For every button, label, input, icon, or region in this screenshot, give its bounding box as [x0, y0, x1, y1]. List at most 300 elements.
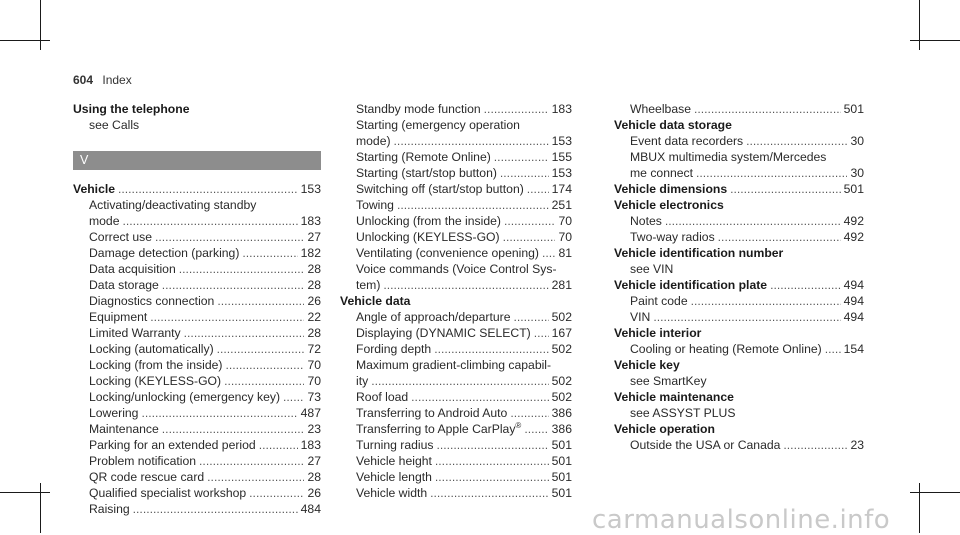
- index-entry: [340, 485, 572, 501]
- leader-dots: [179, 261, 305, 277]
- leader-dots: [249, 485, 304, 501]
- leader-dots: [514, 309, 549, 325]
- leader-dots: [141, 405, 297, 421]
- entry-label: Locking (automatically): [89, 342, 214, 356]
- entry-label: Parking for an extended period: [89, 438, 256, 452]
- page-ref: 23: [850, 438, 864, 452]
- index-entry: [73, 421, 321, 437]
- index-entry: [340, 453, 572, 469]
- entry-label: Maintenance: [89, 422, 159, 436]
- entry-text: [356, 181, 524, 197]
- leader-dots: [691, 293, 841, 309]
- crop-mark: [0, 40, 50, 41]
- page-ref: 492: [843, 214, 864, 228]
- index-heading: Vehicle identification number: [614, 246, 784, 260]
- index-entry: [340, 101, 572, 117]
- leader-dots: [184, 325, 305, 341]
- leader-dots: [484, 101, 549, 117]
- page-ref: 81: [558, 246, 572, 260]
- leader-dots: [770, 277, 841, 293]
- page-ref: 281: [551, 278, 572, 292]
- page-header: [73, 73, 132, 87]
- entry-text: [356, 325, 531, 341]
- leader-dots: [527, 181, 549, 197]
- entry-text: [356, 117, 520, 133]
- page-ref: 494: [843, 278, 864, 292]
- page-ref: 183: [300, 214, 321, 228]
- page-ref: 182: [300, 246, 321, 260]
- leader-dots: [500, 165, 549, 181]
- index-entry: [73, 373, 321, 389]
- entry-text: [356, 421, 521, 437]
- page-ref: 153: [551, 134, 572, 148]
- leader-dots: [207, 469, 304, 485]
- index-entry: [73, 405, 321, 421]
- index-entry: [340, 149, 572, 165]
- entry-text: [89, 213, 120, 229]
- index-heading: Vehicle operation: [614, 422, 715, 436]
- page-ref: 73: [307, 390, 321, 404]
- index-entry: [340, 469, 572, 485]
- index-entry: [340, 229, 572, 245]
- page-ref: 30: [850, 134, 864, 148]
- entry-label: Switching off (start/stop button): [356, 182, 524, 196]
- entry-label: ity: [356, 374, 369, 388]
- index-entry: [614, 309, 864, 325]
- leader-dots: [162, 421, 305, 437]
- index-column-3: [614, 101, 864, 453]
- page-ref: 28: [307, 470, 321, 484]
- entry-text: [89, 437, 256, 453]
- leader-dots: [542, 245, 555, 261]
- entry-label: MBUX multimedia system/Mercedes: [630, 150, 827, 164]
- entry-label: mode: [89, 214, 120, 228]
- index-entry: [340, 373, 572, 389]
- index-entry: [73, 293, 321, 309]
- leader-dots: [150, 309, 304, 325]
- index-entry: [614, 229, 864, 245]
- page-ref: 28: [307, 326, 321, 340]
- entry-text: [630, 341, 822, 357]
- page-ref: 494: [843, 310, 864, 324]
- leader-dots: [503, 229, 556, 245]
- entry-label: Angle of approach/departure: [356, 310, 511, 324]
- entry-label: Outside the USA or Canada: [630, 438, 781, 452]
- index-entry: [340, 213, 572, 229]
- section-title: Index: [102, 73, 132, 87]
- index-entry: [73, 357, 321, 373]
- index-entry: [73, 325, 321, 341]
- entry-label: Paint code: [630, 294, 688, 308]
- leader-dots: [371, 373, 548, 389]
- entry-text: [89, 405, 138, 421]
- entry-text: [89, 293, 214, 309]
- entry-label: Notes: [630, 214, 662, 228]
- index-column-2: [340, 101, 572, 501]
- entry-text: [630, 309, 650, 325]
- entry-text: [356, 277, 380, 293]
- index-entry: [73, 197, 321, 213]
- entry-label: Roof load: [356, 390, 409, 404]
- leader-dots: [435, 469, 549, 485]
- entry-label: Diagnostics connection: [89, 294, 215, 308]
- entry-text: [89, 373, 221, 389]
- crop-mark: [919, 483, 920, 533]
- entry-text: [89, 389, 280, 405]
- leader-dots: [665, 213, 841, 229]
- index-entry: [73, 501, 321, 517]
- index-entry: [340, 437, 572, 453]
- entry-text: [356, 133, 391, 149]
- entry-label: Correct use: [89, 230, 152, 244]
- index-heading: Vehicle dimensions: [614, 182, 728, 196]
- page-ref: 26: [307, 294, 321, 308]
- page-ref: 502: [551, 310, 572, 324]
- index-entry: [614, 341, 864, 357]
- page-ref: 502: [551, 390, 572, 404]
- subentry-list: [614, 133, 864, 181]
- crop-mark: [919, 0, 920, 50]
- index-entry: [340, 357, 572, 373]
- entry-text: [356, 213, 501, 229]
- leader-dots: [510, 405, 548, 421]
- entry-text: [89, 421, 159, 437]
- entry-text: [89, 277, 159, 293]
- leader-dots: [436, 437, 548, 453]
- index-heading: Vehicle data storage: [614, 118, 732, 132]
- leader-dots: [718, 229, 841, 245]
- entry-text: [356, 101, 481, 117]
- leader-dots: [534, 325, 549, 341]
- entry-text: [356, 405, 507, 421]
- index-entry: [340, 421, 572, 437]
- leader-dots: [430, 485, 549, 501]
- index-entry: [73, 277, 321, 293]
- entry-label: Equipment: [89, 310, 148, 324]
- entry-label: mode): [356, 134, 391, 148]
- crop-mark: [40, 483, 41, 533]
- entry-label: Towing: [356, 198, 394, 212]
- entry-text: [356, 165, 497, 181]
- entry-label: Transferring to Android Auto: [356, 406, 508, 420]
- crop-mark: [0, 492, 50, 493]
- entry-text: [630, 213, 662, 229]
- entry-text: [89, 309, 147, 325]
- entry-label: Turning radius: [356, 438, 434, 452]
- page-ref: 28: [307, 262, 321, 276]
- subentry-list: [73, 197, 321, 517]
- leader-dots: [118, 181, 298, 197]
- index-heading: Vehicle maintenance: [614, 390, 734, 404]
- page-ref: 251: [551, 198, 572, 212]
- page-ref: 502: [551, 374, 572, 388]
- entry-label: Raising: [89, 502, 130, 516]
- page-ref: 23: [307, 422, 321, 436]
- entry-text: [89, 325, 181, 341]
- index-entry: [614, 277, 864, 293]
- leader-dots: [123, 213, 298, 229]
- leader-dots: [504, 213, 555, 229]
- entry-label: Locking (KEYLESS-GO): [89, 374, 222, 388]
- index-heading: Vehicle interior: [614, 326, 702, 340]
- leader-dots: [783, 437, 847, 453]
- index-entry: [340, 133, 572, 149]
- entry-label: Locking (from the inside): [89, 358, 223, 372]
- entry-text: [89, 245, 239, 261]
- entry-label: Vehicle height: [356, 454, 432, 468]
- index-entry: [614, 293, 864, 309]
- entry-text: [356, 373, 368, 389]
- entry-text: [356, 437, 433, 453]
- entry-text: [89, 357, 222, 373]
- page-ref: 487: [300, 406, 321, 420]
- entry-text: [356, 469, 432, 485]
- index-entry: [614, 213, 864, 229]
- index-entry: [340, 181, 572, 197]
- leader-dots: [155, 229, 304, 245]
- leader-dots: [225, 357, 304, 373]
- entry-text: [630, 165, 693, 181]
- leader-dots: [435, 453, 549, 469]
- entry-label: VIN: [630, 310, 651, 324]
- leader-dots: [394, 133, 549, 149]
- entry-label: Maximum gradient-climbing capabil-: [356, 358, 552, 372]
- page-ref: 386: [551, 422, 572, 436]
- entry-text: [630, 437, 780, 453]
- leader-dots: [524, 421, 548, 437]
- entry-label: Cooling or heating (Remote Online): [630, 342, 822, 356]
- entry-label: Activating/deactivating standby: [89, 198, 257, 212]
- index-heading: Vehicle: [73, 182, 116, 196]
- entry-label: Vehicle length: [356, 470, 432, 484]
- page-ref: 167: [551, 326, 572, 340]
- page-ref: 70: [558, 230, 572, 244]
- page-ref: 183: [551, 102, 572, 116]
- entry-label: Vehicle width: [356, 486, 428, 500]
- leader-dots: [434, 341, 548, 357]
- leader-dots: [259, 437, 298, 453]
- subentry-list: [340, 309, 572, 501]
- leader-dots: [217, 293, 304, 309]
- registered-mark: ®: [515, 420, 522, 430]
- page-ref: 501: [551, 438, 572, 452]
- index-heading: Vehicle key: [614, 358, 680, 372]
- page-ref: 502: [551, 342, 572, 356]
- entry-label: Data acquisition: [89, 262, 176, 276]
- entry-text: [89, 469, 204, 485]
- page-ref: 484: [300, 502, 321, 516]
- leader-dots: [730, 181, 841, 197]
- entry-label: Standby mode function: [356, 102, 481, 116]
- subentry-list: [614, 213, 864, 245]
- entry-label: Ventilating (convenience opening): [356, 246, 539, 260]
- see-reference: see SmartKey: [630, 374, 707, 388]
- entry-text: [356, 485, 427, 501]
- entry-label: Damage detection (parking): [89, 246, 240, 260]
- leader-dots: [217, 341, 305, 357]
- entry-text: [89, 453, 196, 469]
- see-reference: see ASSYST PLUS: [630, 406, 736, 420]
- page-ref: 70: [307, 374, 321, 388]
- page-ref: 501: [843, 182, 864, 196]
- page-ref: 501: [551, 454, 572, 468]
- index-entry: [614, 149, 864, 165]
- see-reference: see Calls: [89, 118, 140, 132]
- leader-dots: [694, 101, 841, 117]
- index-entry: [73, 229, 321, 245]
- leader-dots: [411, 389, 548, 405]
- leader-dots: [283, 389, 304, 405]
- entry-label: tem): [356, 278, 381, 292]
- entry-label: Qualified specialist workshop: [89, 486, 247, 500]
- index-entry: [73, 469, 321, 485]
- subentry-list: [614, 437, 864, 453]
- index-entry: [73, 437, 321, 453]
- entry-text: [356, 229, 500, 245]
- leader-dots: [494, 149, 549, 165]
- page-ref: 28: [307, 278, 321, 292]
- page-ref: 154: [843, 342, 864, 356]
- entry-label: Unlocking (KEYLESS-GO): [356, 230, 500, 244]
- leader-dots: [242, 245, 297, 261]
- entry-text: [89, 261, 176, 277]
- index-heading: Vehicle data: [340, 294, 411, 308]
- index-entry: [614, 181, 864, 197]
- entry-text: [89, 501, 130, 517]
- page-ref: 494: [843, 294, 864, 308]
- page-ref: 27: [307, 230, 321, 244]
- page-ref: 155: [551, 150, 572, 164]
- crop-mark: [910, 492, 960, 493]
- entry-text: [630, 149, 826, 165]
- index-heading: Using the telephone: [73, 102, 190, 116]
- leader-dots: [199, 453, 304, 469]
- entry-text: [356, 341, 431, 357]
- entry-text: [356, 149, 491, 165]
- index-entry: [73, 261, 321, 277]
- index-entry: [340, 325, 572, 341]
- index-entry: [340, 117, 572, 133]
- entry-label: Displaying (DYNAMIC SELECT): [356, 326, 531, 340]
- see-reference: see VIN: [630, 262, 674, 276]
- subentry-list: [340, 101, 572, 293]
- entry-label: Starting (start/stop button): [356, 166, 497, 180]
- page-ref: 501: [551, 470, 572, 484]
- index-heading: Vehicle identification plate: [614, 278, 768, 292]
- entry-label: Problem notification: [89, 454, 197, 468]
- index-entry: [340, 309, 572, 325]
- page-ref: 183: [300, 438, 321, 452]
- page-ref: 72: [307, 342, 321, 356]
- entry-text: [356, 309, 511, 325]
- index-entry: [340, 261, 572, 277]
- index-entry: [73, 485, 321, 501]
- crop-mark: [910, 40, 960, 41]
- index-entry: [340, 389, 572, 405]
- leader-dots: [224, 373, 304, 389]
- page-ref: 386: [551, 406, 572, 420]
- crop-mark: [40, 0, 41, 50]
- entry-label: Unlocking (from the inside): [356, 214, 501, 228]
- entry-label: Limited Warranty: [89, 326, 181, 340]
- entry-text: [356, 453, 432, 469]
- subentry-list: [614, 341, 864, 357]
- index-entry: [73, 453, 321, 469]
- letter-band: V: [73, 151, 321, 170]
- leader-dots: [825, 341, 841, 357]
- entry-text: [356, 389, 408, 405]
- page-ref: 26: [307, 486, 321, 500]
- entry-label: Lowering: [89, 406, 139, 420]
- entry-label: Data storage: [89, 278, 159, 292]
- page-ref: 22: [307, 310, 321, 324]
- leader-dots: [162, 277, 305, 293]
- leader-dots: [696, 165, 847, 181]
- entry-text: [89, 197, 256, 213]
- page-ref: 501: [551, 486, 572, 500]
- page-ref: 153: [551, 166, 572, 180]
- entry-label: Voice commands (Voice Control Sys-: [356, 262, 557, 276]
- entry-label: Fording depth: [356, 342, 432, 356]
- index-entry: [340, 197, 572, 213]
- entry-text: [356, 197, 394, 213]
- index-entry: [614, 437, 864, 453]
- entry-text: [89, 485, 246, 501]
- index-entry: [73, 309, 321, 325]
- leader-dots: [133, 501, 298, 517]
- page-ref: 70: [307, 358, 321, 372]
- entry-text: [630, 229, 715, 245]
- page-ref: 70: [558, 214, 572, 228]
- index-entry: [614, 165, 864, 181]
- entry-text: [89, 341, 214, 357]
- index-entry: [73, 181, 321, 197]
- index-entry: [340, 245, 572, 261]
- page-ref: 30: [850, 166, 864, 180]
- leader-dots: [383, 277, 548, 293]
- watermark-text: carmanualsonline.info: [592, 505, 891, 535]
- index-entry: [73, 245, 321, 261]
- index-entry: [340, 165, 572, 181]
- index-entry: [73, 213, 321, 229]
- index-column-1: [73, 101, 321, 517]
- entry-label: Locking/unlocking (emergency key): [89, 390, 281, 404]
- entry-text: [356, 357, 551, 373]
- index-entry: [73, 341, 321, 357]
- entry-label: Event data recorders: [630, 134, 744, 148]
- entry-label: Transferring to Apple CarPlay: [356, 422, 516, 436]
- entry-label: QR code rescue card: [89, 470, 205, 484]
- index-entry: [340, 277, 572, 293]
- entry-text: Wheelbase: [630, 102, 691, 116]
- page-number: 604: [73, 73, 94, 87]
- page-ref: 174: [551, 182, 572, 196]
- entry-label: me connect: [630, 166, 694, 180]
- index-entry: [340, 405, 572, 421]
- leader-dots: [746, 133, 847, 149]
- index-entry: [340, 341, 572, 357]
- page-ref: 501: [843, 102, 864, 116]
- entry-text: [630, 293, 688, 309]
- index-heading: Vehicle electronics: [614, 198, 724, 212]
- leader-dots: [397, 197, 549, 213]
- entry-text: [89, 229, 152, 245]
- entry-label: Starting (Remote Online): [356, 150, 491, 164]
- index-entry: [614, 133, 864, 149]
- page-ref: 27: [307, 454, 321, 468]
- entry-text: [356, 261, 557, 277]
- index-entry: [614, 101, 864, 117]
